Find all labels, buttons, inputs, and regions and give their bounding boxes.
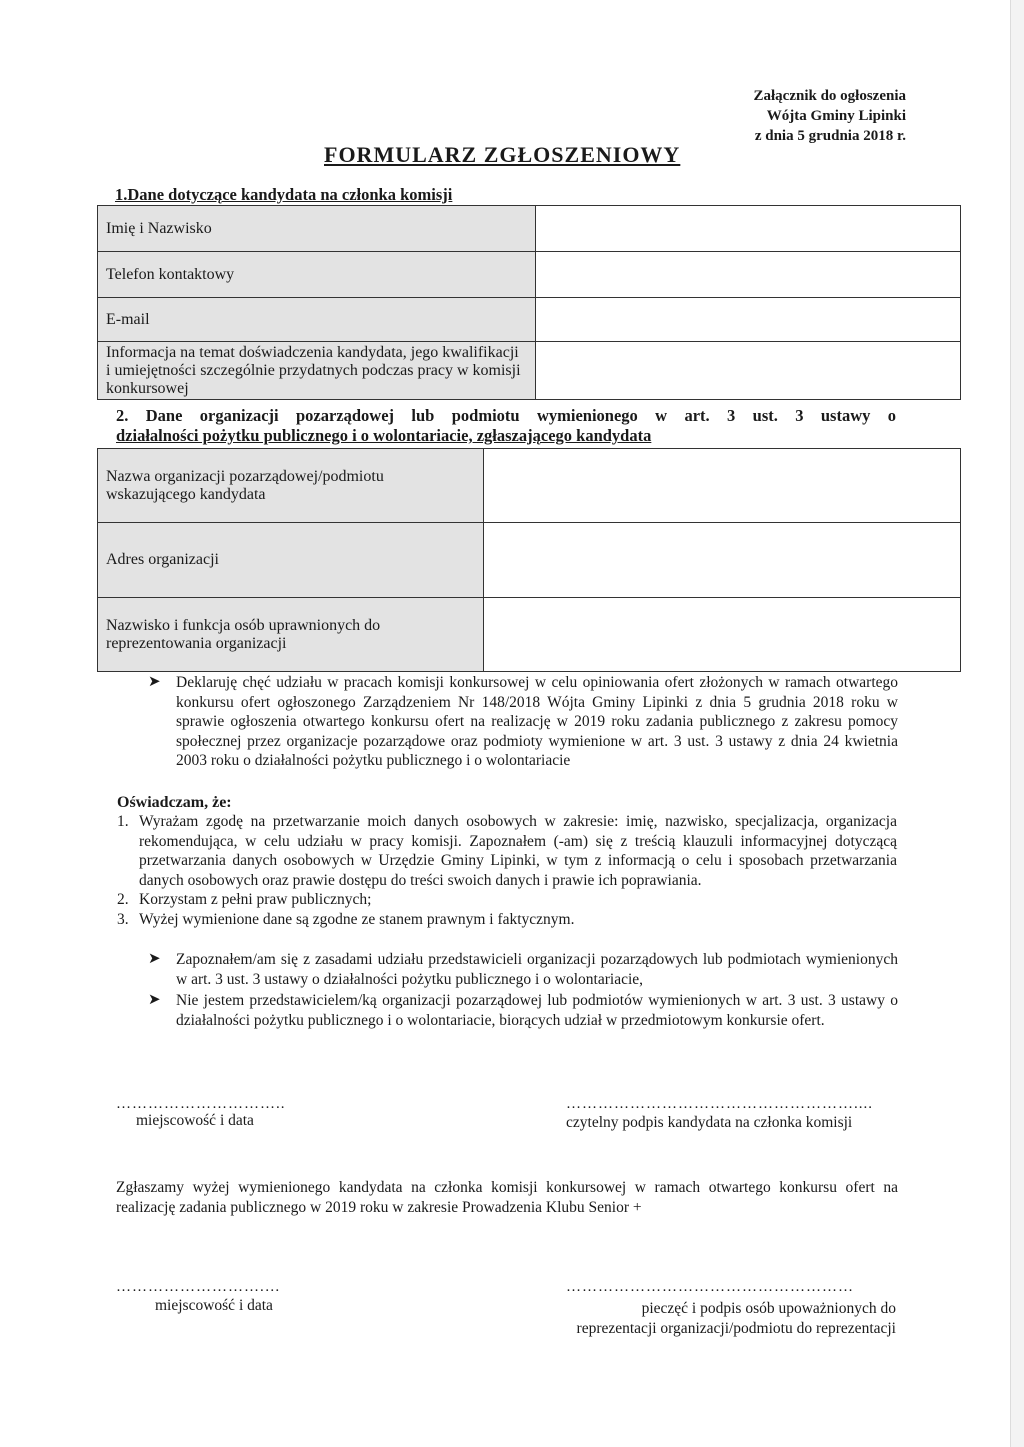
org-address-field[interactable] bbox=[484, 523, 961, 598]
signature-label-candidate: czytelny podpis kandydata na członka komisji bbox=[566, 1114, 853, 1131]
annex-note bbox=[700, 86, 906, 146]
candidate-name-label: Imię i Nazwisko bbox=[98, 206, 536, 252]
page-edge bbox=[1010, 0, 1024, 1447]
candidate-name-field[interactable] bbox=[536, 206, 961, 252]
section2-heading-line: działalności pożytku publicznego i o wolontariacie, zgłaszającego kandydata bbox=[116, 426, 652, 445]
signature-label-organization: pieczęć i podpis osób upoważnionych do bbox=[641, 1300, 896, 1317]
organization-table bbox=[97, 448, 961, 672]
candidate-email-label: E-mail bbox=[98, 298, 536, 342]
declaration bbox=[148, 673, 898, 771]
org-representatives-label: Nazwisko i funkcja osób uprawnionych do reprezentowania organizacji bbox=[98, 598, 484, 672]
statement-bullet bbox=[148, 991, 898, 1030]
signature-line-candidate: ……………………………………………….... bbox=[566, 1096, 873, 1112]
date-line-2: ……………………….… bbox=[116, 1279, 281, 1295]
candidate-table bbox=[97, 205, 961, 400]
candidate-experience-label: Informacja na temat doświadczenia kandydata, jego kwalifikacji i umiejętności szczególnie przydatnych podczas pracy w komisji konkursowej bbox=[98, 342, 536, 400]
org-representatives-field[interactable] bbox=[484, 598, 961, 672]
list-text: Korzystam z pełni praw publicznych; bbox=[139, 891, 372, 908]
candidate-phone-field[interactable] bbox=[536, 252, 961, 298]
declaration-text: Deklaruję chęć udziału w pracach komisji konkursowej w celu opiniowania ofert złożonych w ramach otwartego konkursu ofert ogłoszonego Zarządzeniem Nr 148/2018 Wójta Gminy Lipinki z dnia 5 grudnia 2018 roku w sprawie ogłoszenia otwartego konkursu ofert na realizację w 2019 roku zadania publicznego z zakresu pomocy społecznej przez organizacje pozarządowe oraz podmioty wymienione w art. 3 ust. 3 ustawy z dnia 24 kwietnia 2003 roku o działalności pożytku publicznego i o wolontariacie bbox=[176, 674, 898, 769]
date-label-1: miejscowość i data bbox=[136, 1112, 254, 1129]
list-text: Wyrażam zgodę na przetwarzanie moich danych osobowych w zakresie: imię, nazwisko, specjalizacja, organizacja rekomendująca, w celu udziału w pracy komisji. Zapoznałem (-am) się z treścią klauzuli informacyjnej dotyczącą przetwarzania danych osobowych w Urzędzie Gminy Lipinki, w tym z informacją o celu i sposobach przetwarzania danych osobowych oraz prawie dostępu do treści swoich danych i prawie ich poprawiania. bbox=[139, 813, 897, 889]
statement-bullet bbox=[148, 950, 898, 989]
list-number: 2. bbox=[117, 891, 129, 908]
arrow-bullet-icon: ➤ bbox=[148, 951, 161, 967]
form-title: FORMULARZ ZGŁOSZENIOWY bbox=[324, 142, 681, 167]
statement-bullet-text: Nie jestem przedstawicielem/ką organizacji pozarządowej lub podmiotów wymienionych w art. 3 ust. 3 ustawy o działalności pożytku publicznego i o wolontariacie, biorących udział w przedmiotowym konkursie ofert. bbox=[176, 992, 898, 1029]
annex-line: Wójta Gminy Lipinki bbox=[766, 108, 906, 124]
annex-line: Załącznik do ogłoszenia bbox=[753, 88, 906, 104]
date-label-2: miejscowość i data bbox=[155, 1297, 273, 1314]
candidate-phone-label: Telefon kontaktowy bbox=[98, 252, 536, 298]
nomination-text: Zgłaszamy wyżej wymienionego kandydata na członka komisji konkursowej w ramach otwartego konkursu ofert na realizację zadania publicznego w 2019 roku w zakresie Prowadzenia Klubu Senior + bbox=[116, 1179, 898, 1216]
arrow-bullet-icon: ➤ bbox=[148, 992, 161, 1008]
statement-bullet-text: Zapoznałem/am się z zasadami udziału przedstawicieli organizacji pozarządowych lub podmiotach wymienionych w art. 3 ust. 3 ustawy o działalności pożytku publicznego i o wolontariacie, bbox=[176, 951, 898, 988]
signature-label-organization-line2: reprezentacji organizacji/podmiotu do reprezentacji bbox=[576, 1320, 896, 1337]
list-text: Wyżej wymienione dane są zgodne ze stanem prawnym i faktycznym. bbox=[139, 910, 575, 928]
list-number: 1. bbox=[117, 813, 129, 830]
list-item bbox=[117, 910, 897, 930]
section2-heading bbox=[116, 406, 896, 446]
date-line-1: ………………………….. bbox=[116, 1096, 286, 1112]
org-name-label: Nazwa organizacji pozarządowej/podmiotu wskazującego kandydata bbox=[98, 449, 484, 523]
arrow-bullet-icon: ➤ bbox=[148, 674, 161, 690]
signature-line-organization: ……………………………………………… bbox=[566, 1279, 854, 1295]
section1-heading: 1.Dane dotyczące kandydata na członka komisji bbox=[115, 185, 453, 204]
statement-heading: Oświadczam, że: bbox=[117, 794, 232, 811]
org-address-label: Adres organizacji bbox=[98, 523, 484, 598]
section2-heading-line: 2. Dane organizacji pozarządowej lub podmiotu wymienionego w art. 3 ust. 3 ustawy o bbox=[116, 406, 896, 425]
list-item bbox=[117, 890, 897, 910]
org-name-field[interactable] bbox=[484, 449, 961, 523]
list-number: 3. bbox=[117, 910, 129, 928]
statement-list bbox=[117, 812, 897, 929]
candidate-email-field[interactable] bbox=[536, 298, 961, 342]
list-item bbox=[117, 812, 897, 890]
annex-line: z dnia 5 grudnia 2018 r. bbox=[754, 128, 906, 144]
candidate-experience-field[interactable] bbox=[536, 342, 961, 400]
